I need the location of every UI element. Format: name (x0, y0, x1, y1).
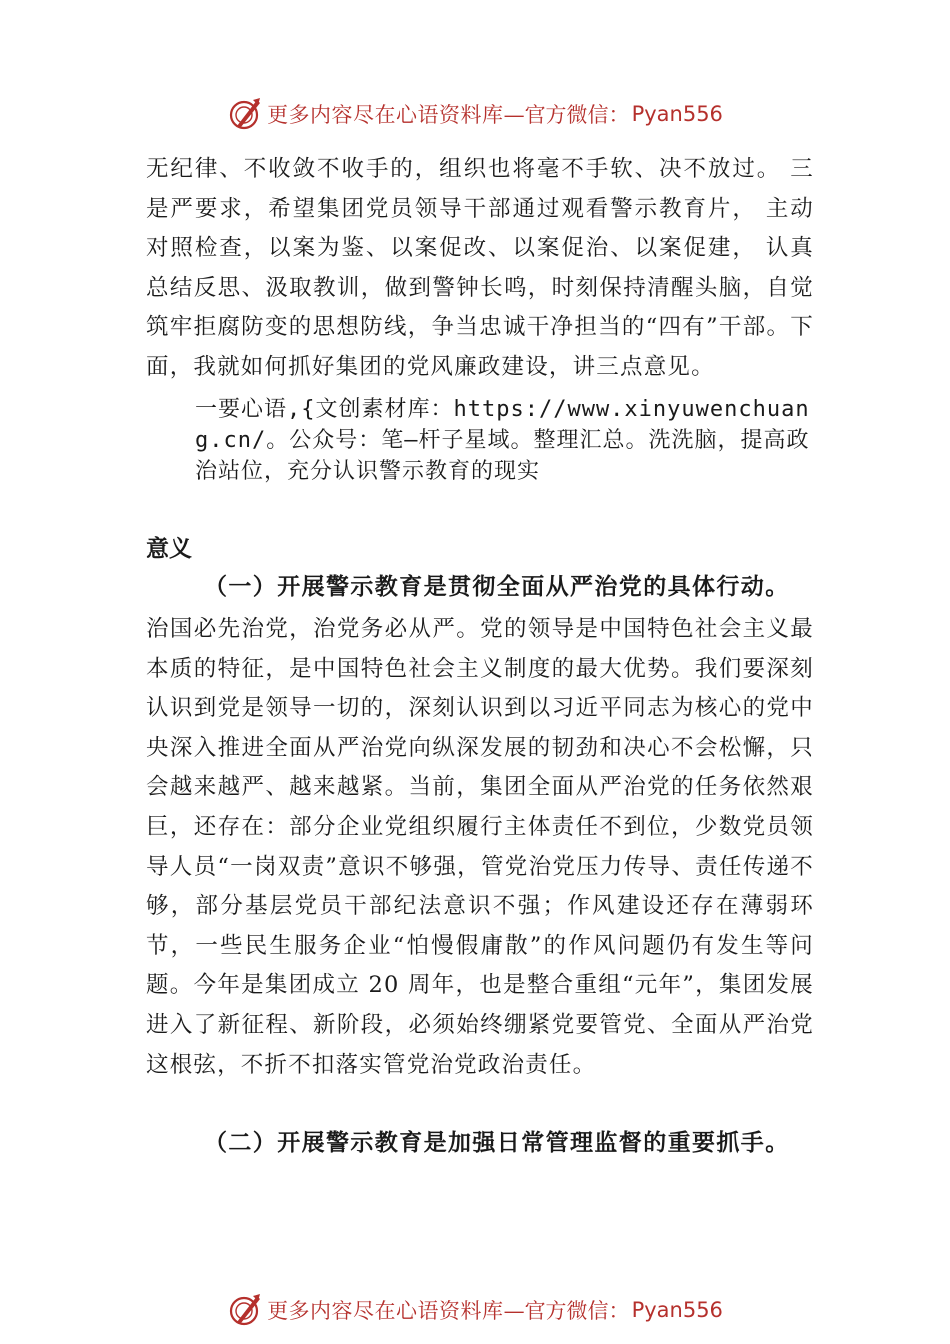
footer-brand-wechat-id: Pyan556 (631, 1298, 723, 1322)
page-header-watermark (0, 94, 950, 134)
body-paragraph-2: 治国必先治党，治党务必从严。党的领导是中国特色社会主义最本质的特征，是中国特色社会主义制度的最大优势。我们要深刻认识到党是领导一切的，深刻认识到以习近平同志为核心的党中央深入推进全面从严治党向纵深发展的韧劲和决心不会松懈，只会越来越严、越来越紧。当前，集团全面从严治党的任务依然艰巨，还存在：部分企业党组织履行主体责任不到位，少数党员领导人员“一岗双责”意识不够强，管党治党压力传导、责任传递不够，部分基层党员干部纪法意识不强；作风建设还存在薄弱环节，一些民生服务企业“怕慢假庸散”的作风问题仍有发生等问题。今年是集团成立 20 周年，也是整合重组“元年”，集团发展进入了新征程、新阶段，必须始终绷紧党要管党、全面从严治党这根弦，不折不扣落实管党治党政治责任。 (146, 616, 814, 1078)
header-brand-wechat-id: Pyan556 (631, 102, 723, 126)
quill-logo-icon (227, 96, 263, 132)
footer-brand-name: 更多内容尽在心语资料库 (267, 1299, 504, 1323)
body-paragraph-1: 无纪律、不收敛不收手的，组织也将毫不手软、决不放过。 三是严要求，希望集团党员领导干部通过观看警示教育片， 主动对照检查，以案为鉴、以案促改、以案促治、以案促建， 认真总结反思、汲取教训，做到警钟长鸣，时刻保持清醒头脑，自觉筑牢拒腐防变的思想防线，争当忠诚干净担当的“四有”干部。下面，我就如何抓好集团的党风廉政建设，讲三点意见。 (146, 156, 814, 380)
header-brand-wechat-label: —官方微信： (503, 103, 630, 127)
section-label: 意义 (146, 536, 192, 562)
inset-note: 一要心语,{文创素材库：https://www.xinyuwenchuang.cn/。公众号：笔—杆子星域。整理汇总。洗洗脑，提高政治站位，充分认识警示教育的现实 (195, 397, 810, 484)
header-brand-name: 更多内容尽在心语资料库 (267, 103, 504, 127)
footer-brand-wechat-label: —官方微信： (503, 1299, 630, 1323)
section-heading-1: （一）开展警示教育是贯彻全面从严治党的具体行动。 (204, 574, 790, 600)
page-footer-watermark (0, 1290, 950, 1330)
quill-logo-icon (227, 1292, 263, 1328)
section-heading-2: （二）开展警示教育是加强日常管理监督的重要抓手。 (204, 1130, 790, 1156)
